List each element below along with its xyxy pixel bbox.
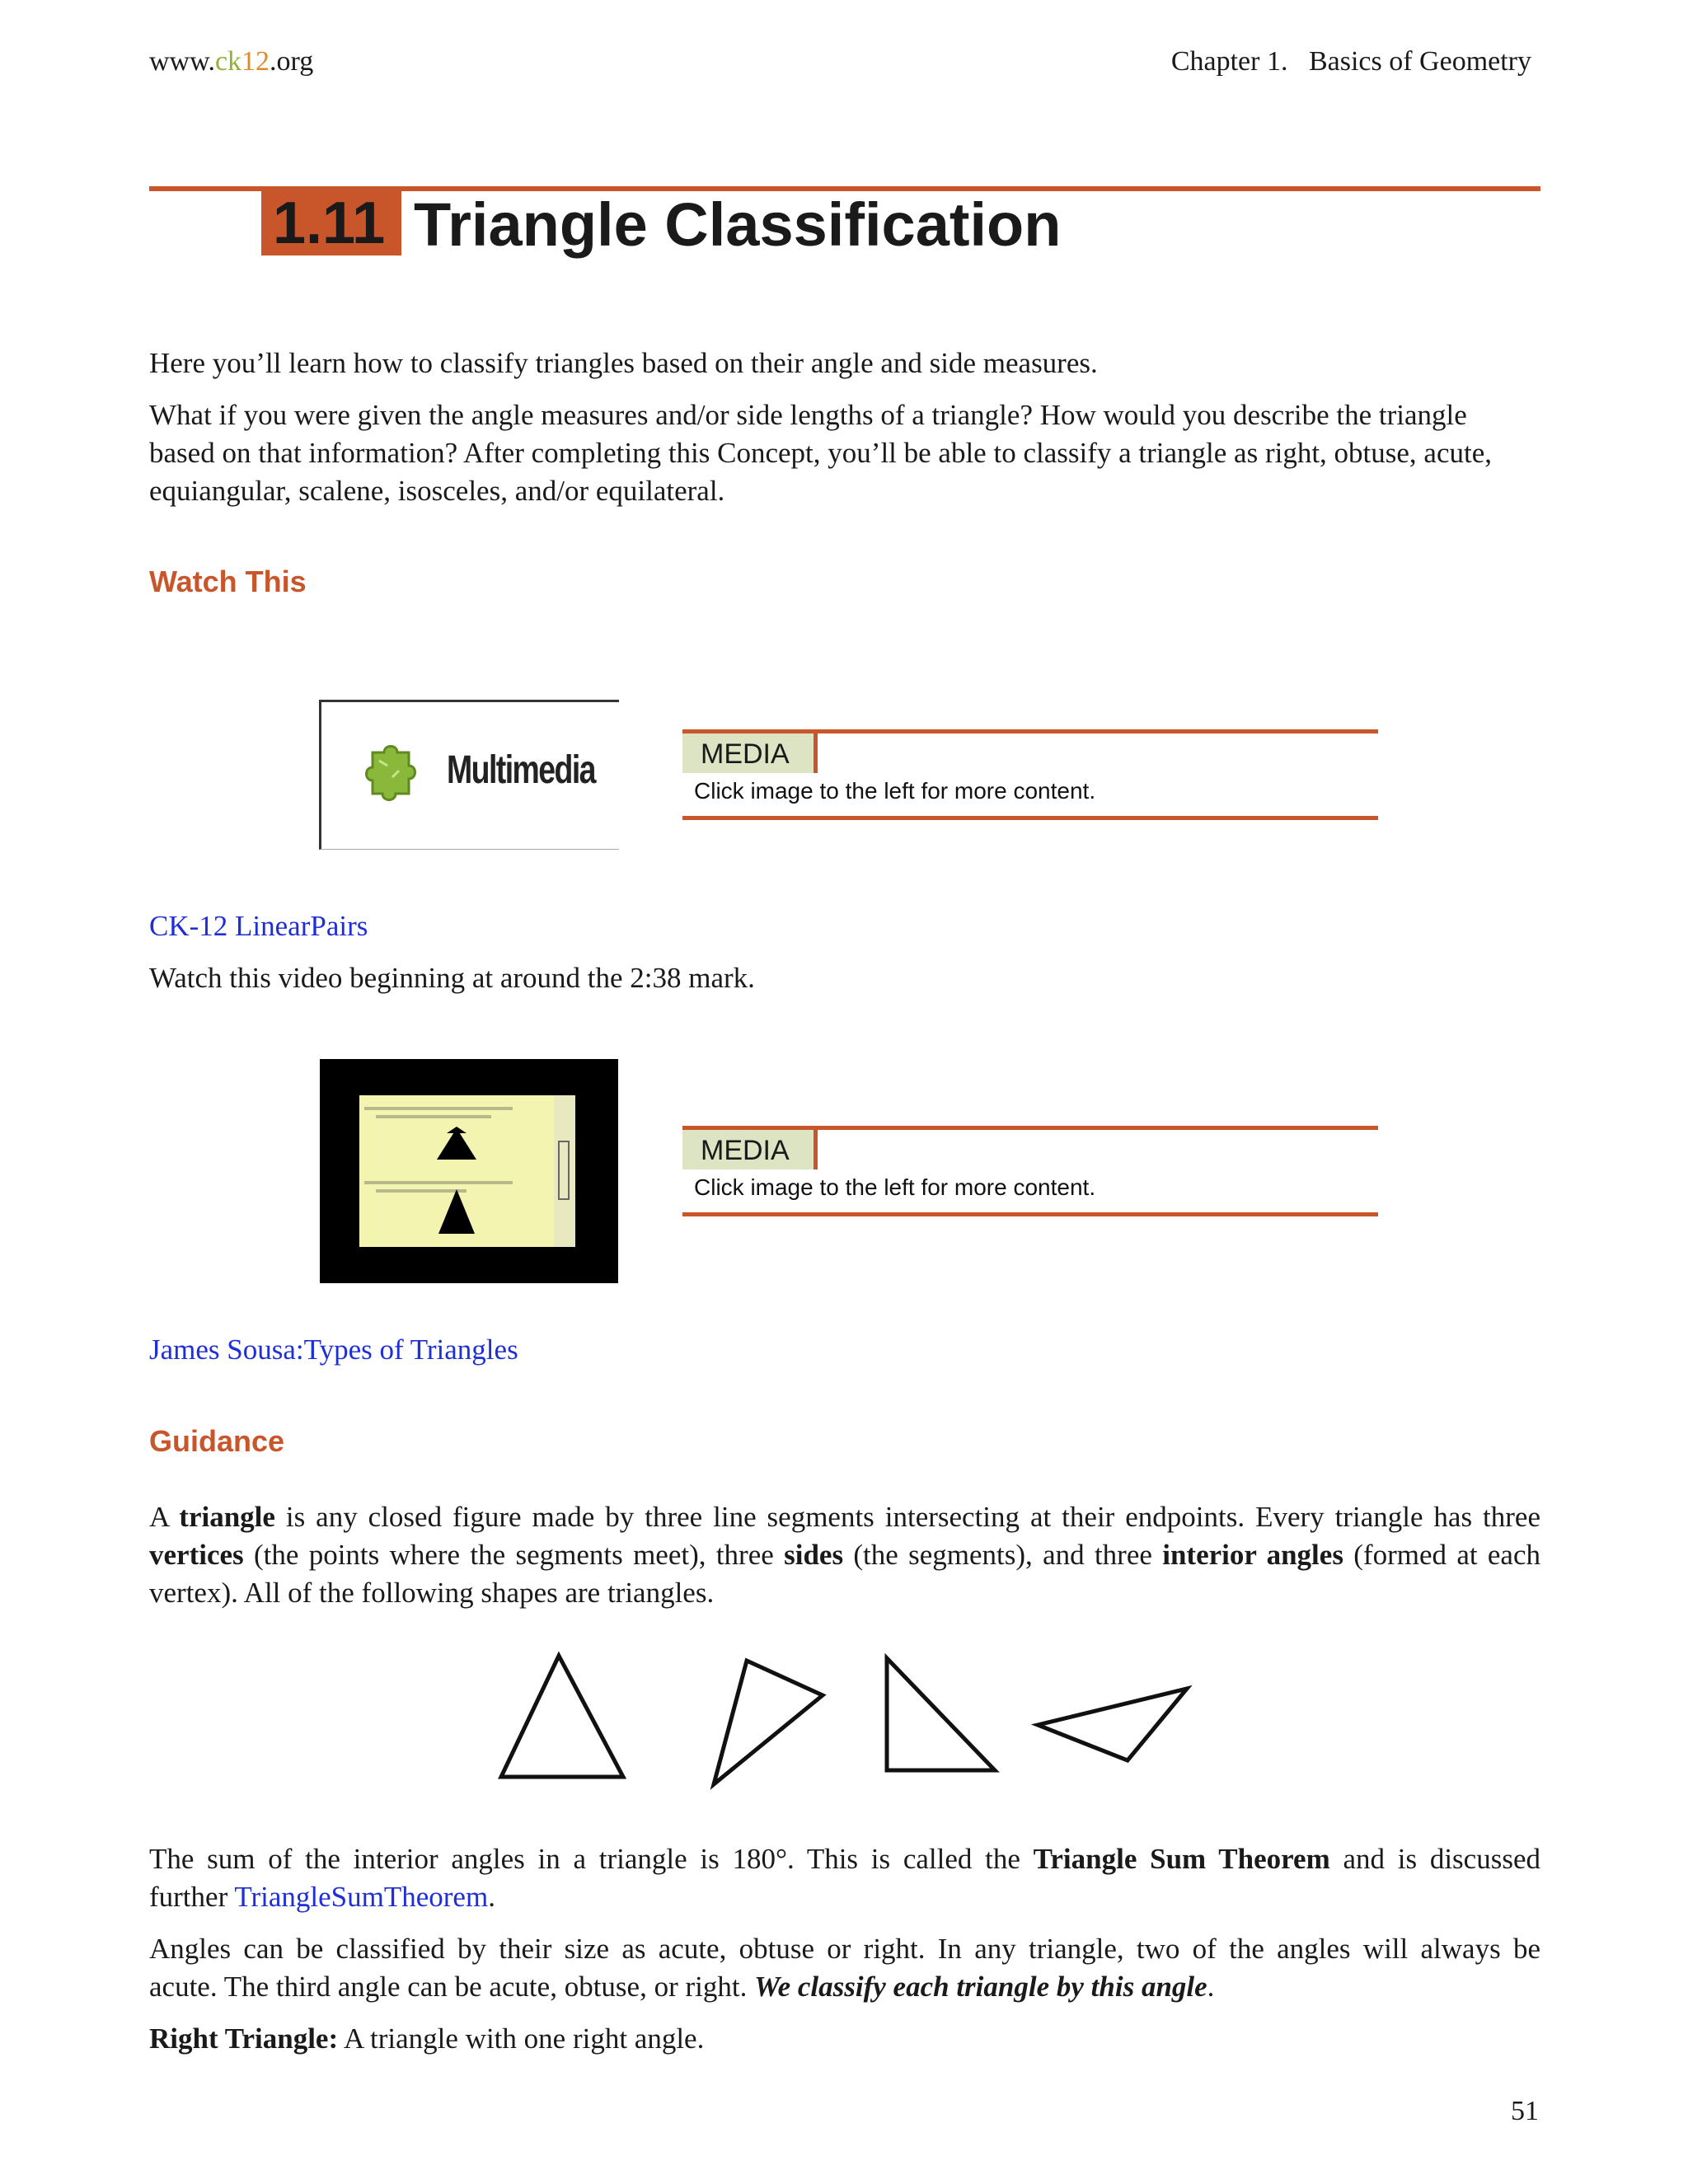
video-thumbnail[interactable] bbox=[320, 1059, 618, 1283]
triangle-shape-2 bbox=[714, 1661, 823, 1784]
guidance-line-2: vertices (the points where the segments meet), three sides (the segments), and three interior angles (formed at each bbox=[149, 1539, 1541, 1571]
sum-line-1: The sum of the interior angles in a triangle is 180°. This is called the Triangle Sum Theorem and is discussed bbox=[149, 1843, 1540, 1875]
video-note: Watch this video beginning at around the 2:38 mark. bbox=[149, 962, 755, 994]
term-vertices: vertices bbox=[149, 1539, 244, 1571]
term-interior-angles: interior angles bbox=[1162, 1539, 1343, 1571]
media-tag-2: MEDIA bbox=[682, 1130, 818, 1169]
site-url-prefix: www. bbox=[149, 46, 215, 77]
term-triangle: triangle bbox=[179, 1501, 275, 1533]
intro-paragraph: Here you’ll learn how to classify triangles based on their angle and side measures. bbox=[149, 347, 1098, 379]
link-ck12-linearpairs[interactable]: CK-12 LinearPairs bbox=[149, 910, 368, 942]
site-url[interactable] bbox=[149, 46, 313, 77]
term-sides: sides bbox=[784, 1539, 844, 1571]
media-box-1-bottom-rule bbox=[682, 816, 1378, 820]
guidance-line-3: vertex). All of the following shapes are triangles. bbox=[149, 1577, 715, 1609]
chapter-title: Basics of Geometry bbox=[1308, 46, 1531, 77]
triangles-figure bbox=[490, 1645, 1199, 1793]
running-header bbox=[1171, 46, 1531, 77]
section-number: 1.11 bbox=[273, 190, 386, 256]
emphasis-classify: We classify each triangle by this angle bbox=[754, 1971, 1207, 2003]
triangle-shape-3 bbox=[887, 1658, 995, 1770]
question-line-3: equiangular, scalene, isosceles, and/or equilateral. bbox=[149, 475, 725, 507]
link-james-sousa-types-of-triangles[interactable]: James Sousa:Types of Triangles bbox=[149, 1333, 518, 1366]
video-screen bbox=[359, 1095, 575, 1247]
multimedia-label: Multimedia bbox=[447, 748, 595, 792]
term-right-triangle: Right Triangle: bbox=[149, 2022, 339, 2055]
question-paragraph bbox=[149, 396, 1540, 510]
angles-paragraph bbox=[149, 1930, 1540, 2006]
media-box-2 bbox=[682, 1126, 1378, 1216]
site-url-12: 12 bbox=[241, 46, 270, 77]
media-box-1 bbox=[682, 729, 1378, 820]
media-tag-1: MEDIA bbox=[682, 733, 818, 773]
media-caption-2: Click image to the left for more content. bbox=[694, 1174, 1096, 1200]
triangle-shape-4 bbox=[1038, 1689, 1187, 1760]
link-triangle-sum-theorem[interactable]: TriangleSumTheorem bbox=[234, 1881, 489, 1913]
chapter-number: Chapter 1. bbox=[1170, 46, 1288, 77]
puzzle-piece-icon bbox=[361, 744, 419, 805]
multimedia-thumbnail[interactable] bbox=[319, 700, 619, 850]
video-frame-graphic bbox=[359, 1095, 575, 1247]
media-box-2-bottom-rule bbox=[682, 1212, 1378, 1216]
guidance-paragraph bbox=[149, 1498, 1540, 1612]
site-url-suffix: .org bbox=[270, 46, 314, 77]
sum-line-2: further TriangleSumTheorem. bbox=[149, 1881, 495, 1913]
question-line-2: based on that information? After completing this Concept, you’ll be able to classify a triangle as right, obtuse, acute, bbox=[149, 437, 1493, 469]
site-url-ck: ck bbox=[214, 46, 242, 77]
sum-paragraph bbox=[149, 1840, 1540, 1916]
guidance-line-1: A triangle is any closed figure made by three line segments intersecting at their endpoints. Every triangle has three bbox=[149, 1501, 1540, 1533]
page-title: Triangle Classification bbox=[414, 190, 1062, 259]
term-triangle-sum-theorem: Triangle Sum Theorem bbox=[1033, 1843, 1330, 1875]
guidance-heading: Guidance bbox=[149, 1424, 285, 1458]
page-number: 51 bbox=[1511, 2096, 1539, 2126]
right-triangle-definition: Right Triangle: A triangle with one right angle. bbox=[149, 2022, 705, 2055]
question-line-1: What if you were given the angle measures and/or side lengths of a triangle? How would you describe the triangle bbox=[149, 399, 1467, 431]
watch-this-heading: Watch This bbox=[149, 565, 307, 598]
angles-line-2: acute. The third angle can be acute, obtuse, or right. We classify each triangle by this angle. bbox=[149, 1971, 1215, 2003]
media-caption-1: Click image to the left for more content. bbox=[694, 778, 1096, 804]
triangle-shape-1 bbox=[501, 1656, 623, 1777]
section-number-badge bbox=[261, 191, 401, 255]
angles-line-1: Angles can be classified by their size as acute, obtuse or right. In any triangle, two of the angles will always be bbox=[149, 1933, 1540, 1965]
